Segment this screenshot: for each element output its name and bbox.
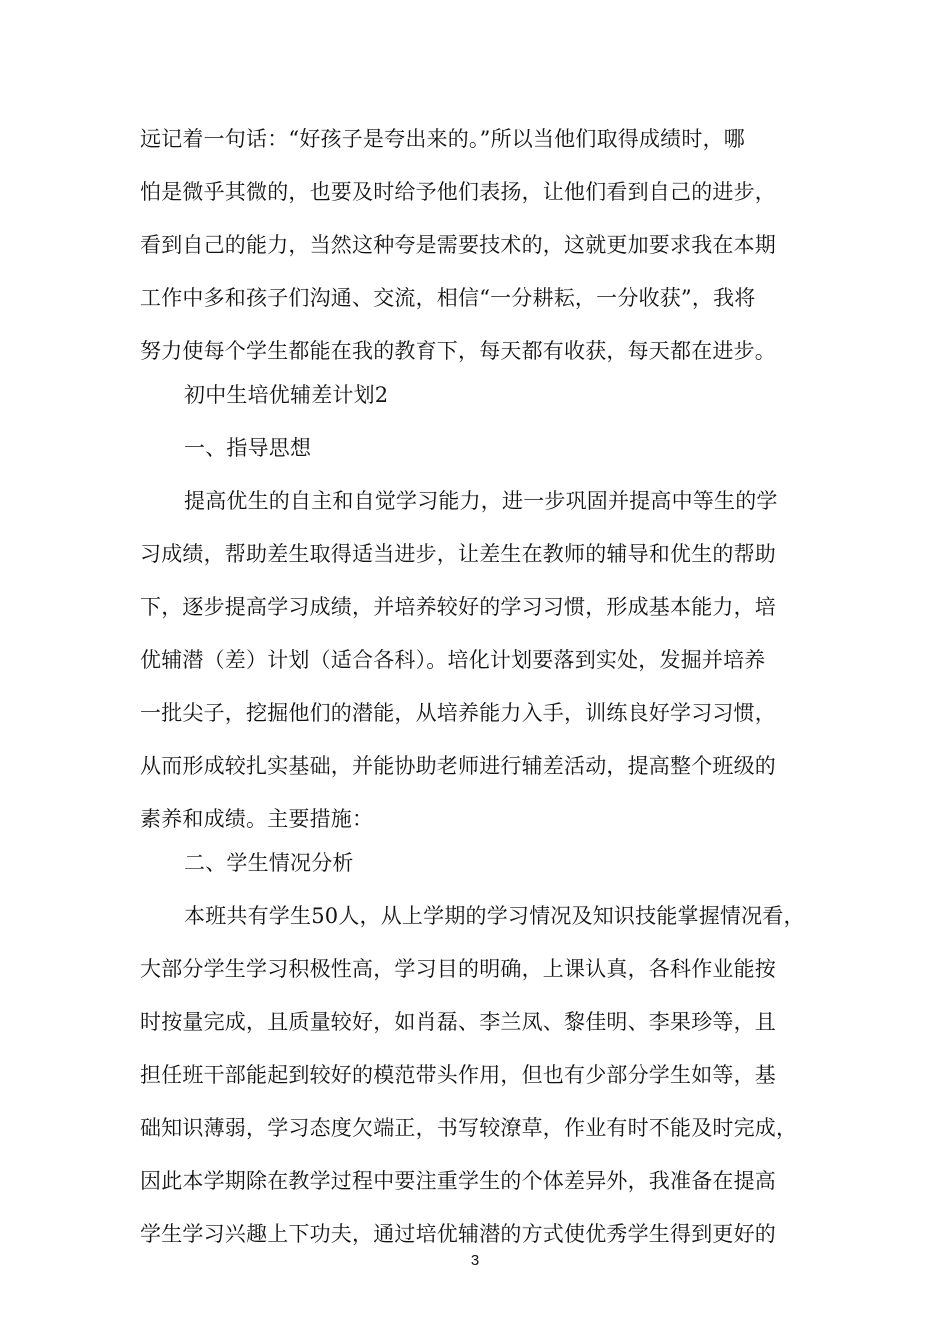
text-line: 下，逐步提高学习成绩，并培养较好的学习习惯，形成基本能力，培 [140, 595, 776, 619]
text-line: 优辅潜（差）计划（适合各科）。培化计划要落到实处，发掘并培养 [140, 648, 766, 672]
text-line: 担任班干部能起到较好的模范带头作用，但也有少部分学生如等，基 [140, 1063, 776, 1087]
text-line: 时按量完成，且质量较好，如肖磊、李兰凤、黎佳明、李果珍等，且 [140, 1010, 776, 1034]
text-line: 努力使每个学生都能在我的教育下，每天都有收获，每天都在进步。 [140, 339, 776, 363]
section-title: 初中生培优辅差计划2 [184, 383, 389, 407]
text-line: 本班共有学生50人，从上学期的学习情况及知识技能掌握情况看， [184, 904, 805, 928]
text-line: 提高优生的自主和自觉学习能力，进一步巩固并提高中等生的学 [184, 489, 778, 513]
heading-student-analysis: 二、学生情况分析 [184, 851, 354, 875]
page-number: 3 [470, 1252, 480, 1269]
text-line: 素养和成绩。主要措施： [140, 807, 374, 831]
text-line: 看到自己的能力，当然这种夸是需要技术的，这就更加要求我在本期 [140, 233, 776, 257]
heading-guiding-thought: 一、指导思想 [184, 436, 312, 460]
text-line: 础知识薄弱，学习态度欠端正，书写较潦草，作业有时不能及时完成， [140, 1116, 798, 1140]
text-line: 因此本学期除在教学过程中要注重学生的个体差异外，我准备在提高 [140, 1169, 776, 1193]
text-line: 工作中多和孩子们沟通、交流，相信“一分耕耘，一分收获”，我将 [140, 286, 756, 310]
text-line: 从而形成较扎实基础，并能协助老师进行辅差活动，提高整个班级的 [140, 754, 776, 778]
text-line: 习成绩，帮助差生取得适当进步，让差生在教师的辅导和优生的帮助 [140, 542, 776, 566]
text-line: 学生学习兴趣上下功夫，通过培优辅潜的方式使优秀学生得到更好的 [140, 1222, 776, 1246]
text-line: 一批尖子，挖掘他们的潜能，从培养能力入手，训练良好学习习惯， [140, 701, 776, 725]
text-line: 大部分学生学习积极性高，学习目的明确，上课认真，各科作业能按 [140, 957, 776, 981]
text-line: 远记着一句话：“好孩子是夸出来的。”所以当他们取得成绩时，哪 [140, 127, 745, 151]
text-line: 怕是微乎其微的，也要及时给予他们表扬，让他们看到自己的进步， [140, 180, 776, 204]
